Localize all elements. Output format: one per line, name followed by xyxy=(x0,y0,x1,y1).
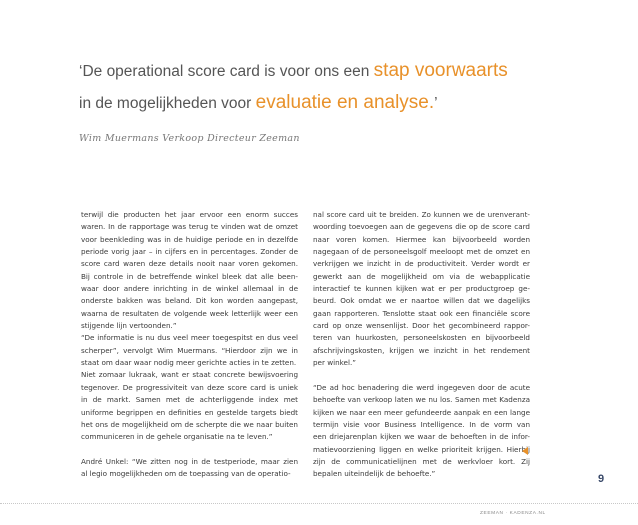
body-text-line: scherper”, vervolgt Wim Muermans. “Hierdoor zijn we in xyxy=(81,345,298,355)
body-text-line: per winkel.” xyxy=(313,358,356,368)
body-text-line: waren. In de rapportage was terug te vinden wat de omzet xyxy=(81,222,298,232)
pull-quote-text-1: ‘De operational score card is voor ons een xyxy=(79,63,374,80)
body-text-line xyxy=(313,369,530,381)
body-text-line: communiceren in de gehele organisatie na te leven.” xyxy=(81,432,273,442)
body-text-line: kijken we naar een meer gefundeerde aanpak en een lange xyxy=(313,407,530,417)
pull-quote-highlight-1: stap voorwaarts xyxy=(373,60,508,81)
body-text-line: voor beenkleding was in de huidige periode en in dezelfde xyxy=(81,234,298,244)
body-text-line: terwijl die producten het jaar ervoor een enorm succes xyxy=(81,210,298,219)
body-text-line: gewerkt aan de mogelijkheid om via de webapplicatie xyxy=(313,271,530,281)
body-text-line: card op onze wensenlijst. Door het gecombineerd rappor- xyxy=(313,321,530,331)
body-text-line xyxy=(81,444,298,456)
page-number: 9 xyxy=(598,473,605,485)
body-text-line: “De informatie is nu dus veel meer toegespitst en dus veel xyxy=(81,333,298,343)
body-text-line: matievoorziening liggen en welke prioriteit krijgen. Hierbij xyxy=(313,444,530,454)
body-text-line: termijn visie voor Business Intelligence. In de vorm van xyxy=(313,419,530,429)
body-text-line: behoefte van verkoop laten we nu los. Samen met Kadenza xyxy=(313,395,530,405)
body-text-line: waarna de resultaten de volgende week letterlijk weer een xyxy=(81,308,298,318)
body-text-line: waar door andere inrichting in de winkel allemaal in de xyxy=(81,284,298,294)
quote-attribution: Wim Muermans Verkoop Directeur Zeeman xyxy=(79,133,300,144)
body-text-line: het ons de mogelijkheid om de scherpte die we naar buiten xyxy=(81,419,298,429)
pull-quote-line-2 xyxy=(79,92,438,114)
body-text-line: teren van huurkosten, personeelskosten en bijvoorbeeld xyxy=(313,333,530,343)
body-text-line: in de markt. Samen met de achterliggende index met xyxy=(81,395,298,405)
body-text-line: afschrijvingskosten, krijgen we inzicht in het rendement xyxy=(313,345,530,355)
footer-text: ZEEMAN · KADENZA.NL xyxy=(480,511,546,516)
body-text-line: periode vorig jaar – in cijfers en in percentages. Zonder de xyxy=(81,247,298,257)
body-text-line: uniforme begrippen en definities en gestelde targets biedt xyxy=(81,407,298,417)
body-text-line: stijgende lijn vertoonden.” xyxy=(81,321,177,331)
body-text-line: nal score card uit te breiden. Zo kunnen we de urenverant- xyxy=(313,210,530,219)
body-text-line: Niet zomaar lukraak, want er staat concrete bewijsvoering xyxy=(81,370,298,380)
end-marker-arrow-icon xyxy=(522,447,528,455)
body-text-line: al legio mogelijkheden om de toepassing van de operatio- xyxy=(81,469,291,479)
footer-divider xyxy=(0,503,638,504)
body-text-line: zijn de communicatielijnen met de werkvloer kort. Zij xyxy=(313,456,530,466)
body-text-line: André Unkel: “We zitten nog in de testperiode, maar zien xyxy=(81,456,298,466)
body-text-line: staat om daar waar nodig meer gerichte acties in te zetten. xyxy=(81,358,297,368)
body-text-line: een driejarenplan kijken we waar de behoeften in de infor- xyxy=(313,432,530,442)
body-column-left xyxy=(81,209,298,481)
body-text-line: bepalen uiteindelijk de behoefte.” xyxy=(313,469,436,479)
body-text-line: naar voren komen. Hiermee kan bijvoorbeeld worden xyxy=(313,234,530,244)
body-text-line: beurd. Ook omdat we er naartoe willen dat we dagelijks xyxy=(313,296,530,306)
body-text-line: woording toevoegen aan de gegevens die op de score card xyxy=(313,222,530,232)
body-text-line: tegenover. De progressiviteit van deze score card is uniek xyxy=(81,382,298,392)
pull-quote-end: ’ xyxy=(434,95,438,112)
body-text-line: interactief te kunnen kijken wat er per productgroep ge- xyxy=(313,284,530,294)
body-column-right xyxy=(313,209,530,481)
body-text-line: “De ad hoc benadering die werd ingegeven door de acute xyxy=(313,382,530,392)
body-text-line: gaan rapporteren. Tenslotte staat ook een financiële score xyxy=(313,308,530,318)
body-text-line: verkrijgen we inzicht in de productiviteit. Verder wordt er xyxy=(313,259,530,269)
pull-quote-highlight-2: evaluatie en analyse. xyxy=(255,92,435,113)
body-text-line: Bij controle in de betreffende winkel bleek dat alle been- xyxy=(81,271,298,281)
pull-quote-text-2: in de mogelijkheden voor xyxy=(79,95,256,112)
pull-quote-line-1 xyxy=(79,60,508,82)
body-text-line: score card waren deze details nooit naar voren gekomen. xyxy=(81,259,298,269)
body-text-line: onderste bakken was beland. Dit kon worden aangepast, xyxy=(81,296,298,306)
body-text-line: nagegaan of de personeelsgolf meeloopt met de omzet en xyxy=(313,247,530,257)
